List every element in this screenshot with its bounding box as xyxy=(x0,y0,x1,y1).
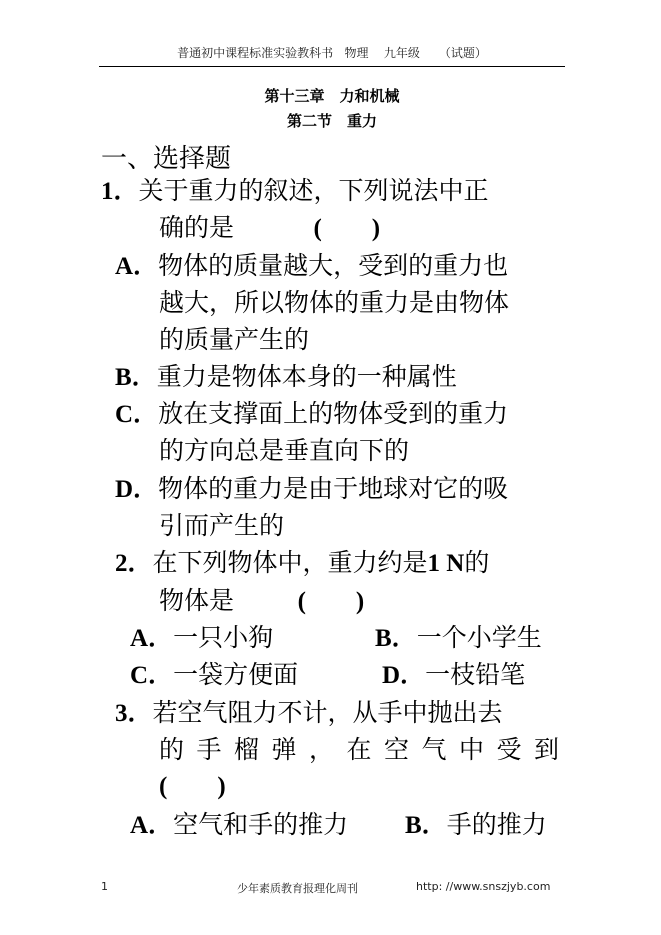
q3-option-a: A．空气和手的推力 xyxy=(130,810,349,839)
q1-answer-paren: ( ) xyxy=(313,215,381,242)
q1-option-a-label: A． xyxy=(115,253,159,280)
q1-option-b: B．重力是物体本身的一种属性 xyxy=(115,362,457,391)
footer-url: http: //www.snszjyb.com xyxy=(416,880,551,893)
q1-option-a: A．物体的质量越大，受到的重力也 xyxy=(115,251,509,280)
q1-option-a-line2: 越大，所以物体的重力是由物体 xyxy=(159,288,510,317)
q1-stem-line1: 1．关于重力的叙述，下列说法中正 xyxy=(101,176,489,205)
q1-option-c-label: C． xyxy=(115,401,159,428)
q3-stem-line2: 的手榴弹，在空气中受到 xyxy=(159,735,559,764)
q1-option-c: C．放在支撑面上的物体受到的重力 xyxy=(115,399,509,428)
q1-option-c-line2: 的方向总是垂直向下的 xyxy=(159,436,410,465)
q1-number: 1． xyxy=(101,178,139,205)
q2-value: 1 N xyxy=(427,550,465,577)
q2-stem-line1: 2．在下列物体中，重力约是1 N的 xyxy=(115,548,490,577)
header-type: （试题） xyxy=(438,46,487,60)
q1-option-b-label: B． xyxy=(115,364,157,391)
header-grade: 九年级 xyxy=(383,46,420,60)
section-title: 第二节 重力 xyxy=(286,112,377,130)
q1-option-d-line2: 引而产生的 xyxy=(159,511,285,540)
q2-option-d: D．一枝铅笔 xyxy=(382,660,526,689)
page-number: 1 xyxy=(101,880,108,893)
q2-option-b: B．一个小学生 xyxy=(375,623,542,652)
page-header xyxy=(99,44,565,61)
q1-option-a-line3: 的质量产生的 xyxy=(159,325,310,354)
q1-option-d: D．物体的重力是由于地球对它的吸 xyxy=(115,474,509,503)
q2-option-c: C．一袋方便面 xyxy=(130,660,299,689)
footer-publisher: 少年素质教育报理化周刊 xyxy=(237,882,358,895)
header-subject: 物理 xyxy=(344,46,369,60)
q2-stem-line2: 物体是 ( ) xyxy=(159,586,365,615)
q2-number: 2． xyxy=(115,550,153,577)
part-title: 一、选择题 xyxy=(101,144,232,174)
q3-option-b: B．手的推力 xyxy=(405,810,547,839)
chapter-title: 第十三章 力和机械 xyxy=(264,87,400,105)
q3-stem-line1: 3．若空气阻力不计，从手中抛出去 xyxy=(115,698,503,727)
q1-option-d-label: D． xyxy=(115,476,159,503)
q3-number: 3． xyxy=(115,700,153,727)
q2-answer-paren: ( ) xyxy=(297,588,365,615)
q3-answer-paren: ( ) xyxy=(159,773,226,800)
q2-option-a: A．一只小狗 xyxy=(130,623,274,652)
q1-stem-line2: 确的是 ( ) xyxy=(159,213,381,242)
header-rule xyxy=(99,66,565,67)
header-book: 普通初中课程标准实验教科书 xyxy=(177,46,334,60)
